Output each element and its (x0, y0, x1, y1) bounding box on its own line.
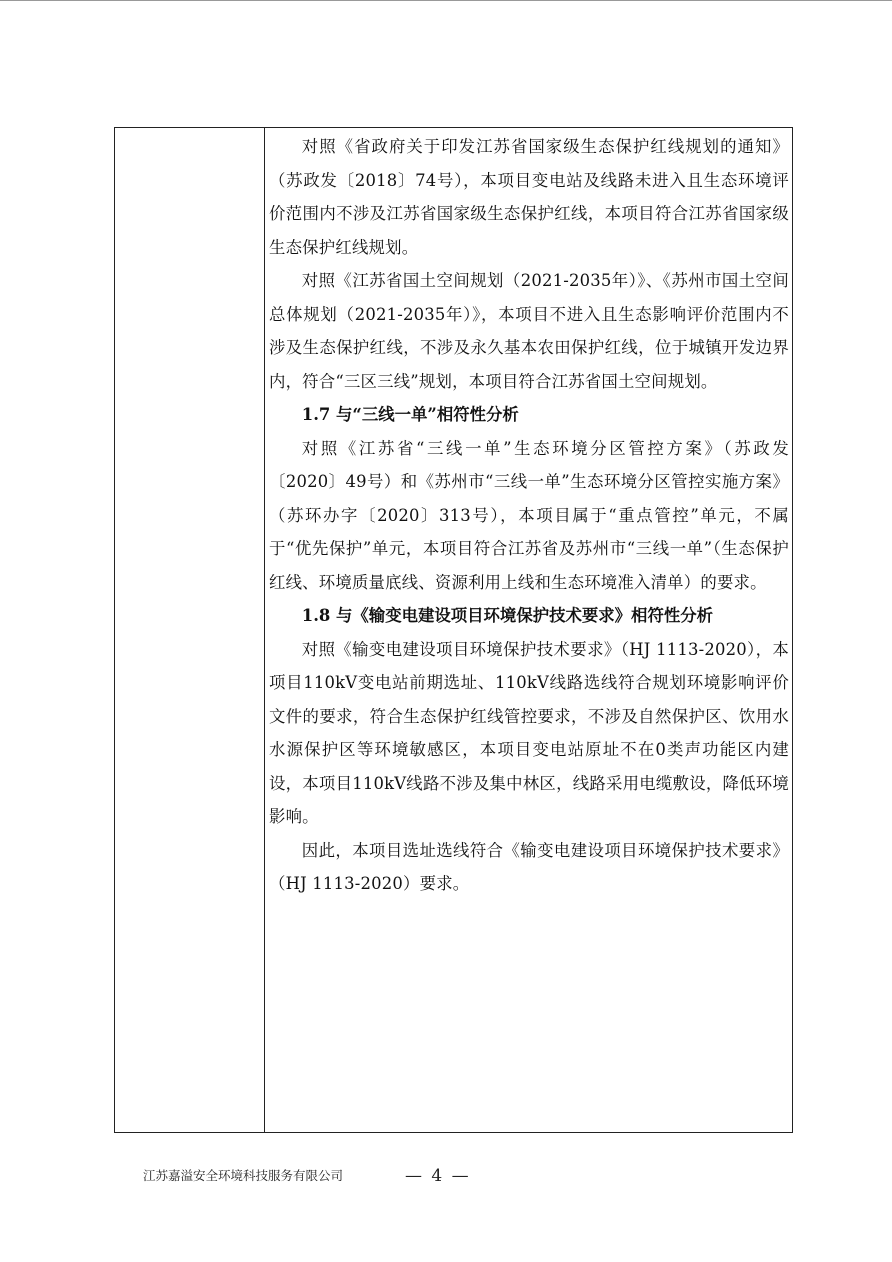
paragraph-ecological-redline: 对照《省政府关于印发江苏省国家级生态保护红线规划的通知》（苏政发〔2018〕74号），本项目变电站及线路未进入且生态环境评价范围内不涉及江苏省国家级生态保护红线，本项目符合江苏省国家级生态保护红线规划。 (269, 137, 789, 257)
paragraph-territorial-planning: 对照《江苏省国土空间规划（2021-2035年）》、《苏州市国土空间总体规划（2021-2035年）》，本项目不进入且生态影响评价范围内不涉及生态保护红线，不涉及永久基本农田保护红线，位于城镇开发边界内，符合“三区三线”规划，本项目符合江苏省国土空间规划。 (269, 271, 789, 391)
content-table (114, 127, 793, 1133)
table-content-cell (267, 128, 789, 901)
page-top-edge (0, 0, 892, 1)
paragraph-technical-requirements: 对照《输变电建设项目环境保护技术要求》（HJ 1113-2020），本项目110kV变电站前期选址、110kV线路选线符合规划环境影响评价文件的要求，符合生态保护红线管控要求，不涉及自然保护区、饮用水水源保护区等环境敏感区，本项目变电站原址不在0类声功能区内建设，本项目110kV线路不涉及集中林区，线路采用电缆敷设，降低环境影响。 (269, 639, 789, 826)
table-label-column (115, 128, 265, 1132)
paragraph-conclusion: 因此，本项目选址选线符合《输变电建设项目环境保护技术要求》（HJ 1113-2020）要求。 (269, 840, 789, 893)
footer-page-number: — 4 — (405, 1166, 471, 1186)
footer-company-name: 江苏嘉溢安全环境科技服务有限公司 (143, 1168, 344, 1183)
section-heading-1-8: 1.8 与《输变电建设项目环境保护技术要求》相符性分析 (301, 606, 714, 625)
paragraph-three-lines-one-list: 对照《江苏省“三线一单”生态环境分区管控方案》（苏政发〔2020〕49号）和《苏州市“三线一单”生态环境分区管控实施方案》（苏环办字〔2020〕313号），本项目属于“重点管控”单元，不属于“优先保护”单元，本项目符合江苏省及苏州市“三线一单”（生态保护红线、环境质量底线、资源利用上线和生态环境准入清单）的要求。 (269, 438, 789, 592)
section-heading-1-7: 1.7 与“三线一单”相符性分析 (301, 405, 519, 424)
